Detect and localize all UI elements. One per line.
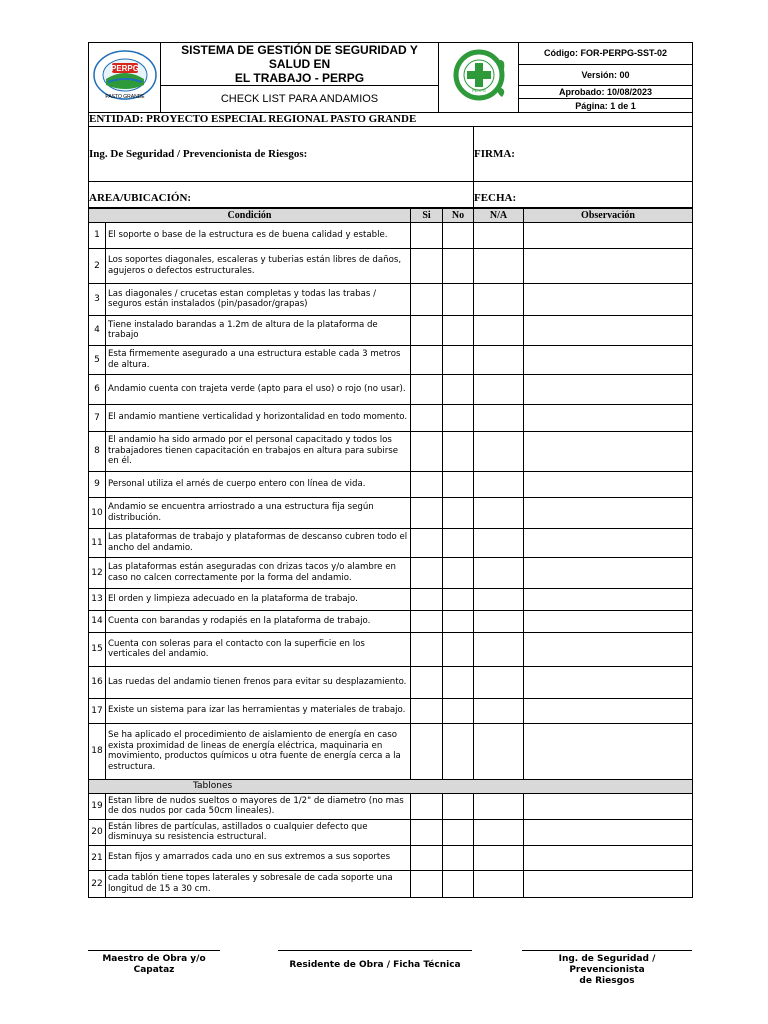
- item-condition: Personal utiliza el arnés de cuerpo entero con línea de vida.: [106, 471, 411, 497]
- item-condition: Estan fijos y amarrados cada uno en sus extremos a sus soportes: [106, 845, 411, 870]
- checkbox-no[interactable]: [443, 222, 474, 248]
- item-condition: Las diagonales / crucetas estan completas y todas las trabas / seguros están instalados (pin/pasador/grapas): [106, 283, 411, 315]
- checkbox-si[interactable]: [411, 248, 443, 283]
- observation-cell[interactable]: [524, 497, 693, 528]
- checkbox-si[interactable]: [411, 793, 443, 819]
- item-condition: cada tablón tiene topes laterales y sobresale de cada soporte una longitud de 15 a 30 cm.: [106, 870, 411, 897]
- health-logo: [439, 43, 519, 113]
- checkbox-si[interactable]: [411, 557, 443, 588]
- observation-cell[interactable]: [524, 248, 693, 283]
- checkbox-na[interactable]: [474, 315, 524, 345]
- checkbox-na[interactable]: [474, 632, 524, 666]
- checkbox-na[interactable]: [474, 557, 524, 588]
- checkbox-no[interactable]: [443, 248, 474, 283]
- checkbox-na[interactable]: [474, 345, 524, 374]
- checklist-row: [89, 610, 693, 632]
- item-condition: Cuenta con barandas y rodapiés en la plataforma de trabajo.: [106, 610, 411, 632]
- checkbox-na[interactable]: [474, 283, 524, 315]
- aprobado: Aprobado: 10/08/2023: [519, 86, 693, 99]
- checklist-row: [89, 870, 693, 897]
- checkbox-no[interactable]: [443, 528, 474, 557]
- item-number: 4: [89, 315, 106, 345]
- item-condition: Andamio cuenta con trajeta verde (apto para el uso) o rojo (no usar).: [106, 374, 411, 404]
- observation-cell[interactable]: [524, 610, 693, 632]
- checkbox-no[interactable]: [443, 588, 474, 610]
- checkbox-si[interactable]: [411, 723, 443, 779]
- checkbox-si[interactable]: [411, 404, 443, 431]
- col-no: No: [443, 208, 474, 222]
- item-condition: Cuenta con soleras para el contacto con la superficie en los verticales del andamio.: [106, 632, 411, 666]
- observation-cell[interactable]: [524, 793, 693, 819]
- checklist-row: [89, 845, 693, 870]
- checkbox-no[interactable]: [443, 557, 474, 588]
- item-number: 2: [89, 248, 106, 283]
- observation-cell[interactable]: [524, 632, 693, 666]
- health-cross-logo-icon: [446, 49, 512, 101]
- codigo: Código: FOR-PERPG-SST-02: [519, 43, 693, 65]
- observation-cell[interactable]: [524, 666, 693, 698]
- checkbox-na[interactable]: [474, 610, 524, 632]
- item-number: 7: [89, 404, 106, 431]
- checklist-row: [89, 471, 693, 497]
- observation-cell[interactable]: [524, 404, 693, 431]
- logo-right-label: PERPG: [471, 88, 486, 93]
- signature-ingeniero[interactable]: [522, 950, 692, 987]
- header-table: [88, 42, 693, 113]
- item-number: 21: [89, 845, 106, 870]
- checkbox-na[interactable]: [474, 431, 524, 471]
- item-condition: Se ha aplicado el procedimiento de aislamiento de energía en caso exista proximidad de lineas de energía eléctrica, maquinaria en movimiento, productos químicos u otra fuente de energía cerca a la estructura.: [106, 723, 411, 779]
- col-condicion: Condición: [89, 208, 411, 222]
- item-number: 16: [89, 666, 106, 698]
- item-condition: Los soportes diagonales, escaleras y tuberias están libres de daños, agujeros o defectos estructurales.: [106, 248, 411, 283]
- checkbox-na[interactable]: [474, 698, 524, 723]
- checkbox-na[interactable]: [474, 471, 524, 497]
- system-title: [161, 43, 439, 86]
- signature-residente[interactable]: [278, 950, 472, 971]
- item-condition: Las plataformas de trabajo y plataformas de descanso cubren todo el ancho del andamio.: [106, 528, 411, 557]
- checklist-row: [89, 248, 693, 283]
- observation-cell[interactable]: [524, 315, 693, 345]
- item-condition: El andamio ha sido armado por el personal capacitado y todos los trabajadores tienen capacitación en trabajos en altura para subirse en él.: [106, 431, 411, 471]
- col-na: N/A: [474, 208, 524, 222]
- checkbox-si[interactable]: [411, 222, 443, 248]
- checkbox-na[interactable]: [474, 723, 524, 779]
- item-number: 10: [89, 497, 106, 528]
- tablones-body: [89, 793, 693, 897]
- system-title-line1: SISTEMA DE GESTIÓN DE SEGURIDAD Y SALUD EN: [181, 43, 418, 71]
- checkbox-si[interactable]: [411, 471, 443, 497]
- checkbox-na[interactable]: [474, 248, 524, 283]
- observation-cell[interactable]: [524, 374, 693, 404]
- checklist-row: [89, 374, 693, 404]
- section-tablones-label: Tablones: [193, 781, 233, 791]
- version: Versión: 00: [519, 64, 693, 86]
- checkbox-si[interactable]: [411, 870, 443, 897]
- checklist-row: [89, 666, 693, 698]
- checkbox-no[interactable]: [443, 471, 474, 497]
- area-field[interactable]: AREA/UBICACIÓN:: [89, 181, 474, 207]
- item-number: 19: [89, 793, 106, 819]
- item-number: 3: [89, 283, 106, 315]
- signature-residente-label: Residente de Obra / Ficha Técnica: [289, 960, 461, 970]
- observation-cell[interactable]: [524, 845, 693, 870]
- item-condition: Las ruedas del andamio tienen frenos para evitar su desplazamiento.: [106, 666, 411, 698]
- section-tablones-row: [89, 779, 693, 793]
- info-table: [88, 113, 693, 208]
- signature-maestro-line2: Capataz: [133, 965, 175, 975]
- checklist-row: [89, 698, 693, 723]
- checklist-row: [89, 723, 693, 779]
- observation-cell[interactable]: [524, 345, 693, 374]
- checkbox-no[interactable]: [443, 374, 474, 404]
- checkbox-no[interactable]: [443, 845, 474, 870]
- checkbox-no[interactable]: [443, 345, 474, 374]
- column-header-row: [89, 208, 693, 222]
- signature-ingeniero-line2: de Riesgos: [579, 976, 635, 986]
- checkbox-no[interactable]: [443, 698, 474, 723]
- checkbox-no[interactable]: [443, 870, 474, 897]
- items-body: [89, 222, 693, 779]
- observation-cell[interactable]: [524, 819, 693, 845]
- checkbox-si[interactable]: [411, 698, 443, 723]
- item-condition: El orden y limpieza adecuado en la plataforma de trabajo.: [106, 588, 411, 610]
- checklist-sheet: [88, 42, 692, 898]
- col-si: Si: [411, 208, 443, 222]
- checkbox-no[interactable]: [443, 819, 474, 845]
- checkbox-si[interactable]: [411, 345, 443, 374]
- checklist-row: [89, 283, 693, 315]
- checklist-row: [89, 632, 693, 666]
- checkbox-no[interactable]: [443, 666, 474, 698]
- item-number: 14: [89, 610, 106, 632]
- checklist-table: [88, 208, 693, 898]
- observation-cell[interactable]: [524, 431, 693, 471]
- item-number: 12: [89, 557, 106, 588]
- observation-cell[interactable]: [524, 528, 693, 557]
- checkbox-si[interactable]: [411, 819, 443, 845]
- signature-ingeniero-line1: Ing. de Seguridad / Prevencionista: [558, 954, 656, 975]
- item-condition: Las plataformas están aseguradas con drizas tacos y/o alambre en caso no calcen correctamente por la forma del andamio.: [106, 557, 411, 588]
- checkbox-na[interactable]: [474, 528, 524, 557]
- checklist-row: [89, 819, 693, 845]
- item-number: 9: [89, 471, 106, 497]
- checkbox-no[interactable]: [443, 283, 474, 315]
- observation-cell[interactable]: [524, 471, 693, 497]
- checkbox-si[interactable]: [411, 666, 443, 698]
- checkbox-si[interactable]: [411, 315, 443, 345]
- checkbox-na[interactable]: [474, 374, 524, 404]
- checklist-row: [89, 315, 693, 345]
- firma-field[interactable]: FIRMA:: [474, 126, 693, 181]
- form-title: CHECK LIST PARA ANDAMIOS: [161, 86, 439, 113]
- item-number: 1: [89, 222, 106, 248]
- item-number: 18: [89, 723, 106, 779]
- checkbox-si[interactable]: [411, 283, 443, 315]
- checklist-row: [89, 588, 693, 610]
- checkbox-no[interactable]: [443, 497, 474, 528]
- item-condition: El andamio mantiene verticalidad y horizontalidad en todo momento.: [106, 404, 411, 431]
- ingeniero-field[interactable]: Ing. De Seguridad / Prevencionista de Riesgos:: [89, 126, 474, 181]
- checkbox-no[interactable]: [443, 723, 474, 779]
- checklist-row: [89, 793, 693, 819]
- observation-cell[interactable]: [524, 222, 693, 248]
- checkbox-si[interactable]: [411, 497, 443, 528]
- checklist-row: [89, 404, 693, 431]
- item-number: 20: [89, 819, 106, 845]
- checkbox-no[interactable]: [443, 315, 474, 345]
- perpg-logo: [89, 43, 161, 113]
- observation-cell[interactable]: [524, 870, 693, 897]
- checkbox-si[interactable]: [411, 431, 443, 471]
- item-condition: Están libres de partículas, astillados o cualquier defecto que disminuya su resistencia estructural.: [106, 819, 411, 845]
- checklist-row: [89, 345, 693, 374]
- checkbox-no[interactable]: [443, 431, 474, 471]
- checklist-row: [89, 222, 693, 248]
- perpg-logo-icon: [92, 49, 158, 101]
- fecha-field[interactable]: FECHA:: [474, 181, 693, 207]
- item-condition: Estan libre de nudos sueltos o mayores de 1/2" de diametro (no mas de dos nudos por cada 50cm lineales).: [106, 793, 411, 819]
- checkbox-na[interactable]: [474, 666, 524, 698]
- observation-cell[interactable]: [524, 283, 693, 315]
- checkbox-na[interactable]: [474, 845, 524, 870]
- checkbox-no[interactable]: [443, 610, 474, 632]
- checkbox-na[interactable]: [474, 404, 524, 431]
- item-condition: Andamio se encuentra arriostrado a una estructura fija según distribución.: [106, 497, 411, 528]
- item-number: 6: [89, 374, 106, 404]
- item-condition: Tiene instalado barandas a 1.2m de altura de la plataforma de trabajo: [106, 315, 411, 345]
- checkbox-si[interactable]: [411, 845, 443, 870]
- item-condition: Existe un sistema para izar las herramientas y materiales de trabajo.: [106, 698, 411, 723]
- checkbox-no[interactable]: [443, 793, 474, 819]
- item-condition: El soporte o base de la estructura es de buena calidad y estable.: [106, 222, 411, 248]
- col-observacion: Observación: [524, 208, 693, 222]
- item-number: 5: [89, 345, 106, 374]
- checkbox-na[interactable]: [474, 870, 524, 897]
- checkbox-na[interactable]: [474, 222, 524, 248]
- item-condition: Esta firmemente asegurado a una estructura estable cada 3 metros de altura.: [106, 345, 411, 374]
- entidad-label: ENTIDAD: PROYECTO ESPECIAL REGIONAL PASTO GRANDE: [89, 113, 693, 126]
- checkbox-no[interactable]: [443, 404, 474, 431]
- checkbox-na[interactable]: [474, 819, 524, 845]
- item-number: 15: [89, 632, 106, 666]
- checklist-row: [89, 557, 693, 588]
- item-number: 13: [89, 588, 106, 610]
- observation-cell[interactable]: [524, 723, 693, 779]
- checkbox-si[interactable]: [411, 588, 443, 610]
- checkbox-no[interactable]: [443, 632, 474, 666]
- checklist-row: [89, 528, 693, 557]
- signature-area: [88, 950, 692, 990]
- system-title-line2: EL TRABAJO - PERPG: [234, 71, 365, 85]
- signature-maestro[interactable]: [88, 950, 220, 976]
- checklist-row: [89, 497, 693, 528]
- item-number: 8: [89, 431, 106, 471]
- item-number: 22: [89, 870, 106, 897]
- checklist-row: [89, 431, 693, 471]
- observation-cell[interactable]: [524, 557, 693, 588]
- signature-maestro-line1: Maestro de Obra y/o: [102, 954, 206, 964]
- observation-cell[interactable]: [524, 698, 693, 723]
- logo-left-label: PERPG: [110, 64, 139, 73]
- checkbox-na[interactable]: [474, 497, 524, 528]
- checkbox-na[interactable]: [474, 793, 524, 819]
- checkbox-si[interactable]: [411, 632, 443, 666]
- item-number: 17: [89, 698, 106, 723]
- checkbox-si[interactable]: [411, 374, 443, 404]
- checkbox-si[interactable]: [411, 610, 443, 632]
- checkbox-si[interactable]: [411, 528, 443, 557]
- logo-left-ring-bottom: PASTO GRANDE: [104, 94, 145, 100]
- item-number: 11: [89, 528, 106, 557]
- checkbox-na[interactable]: [474, 588, 524, 610]
- pagina: Página: 1 de 1: [519, 99, 693, 113]
- observation-cell[interactable]: [524, 588, 693, 610]
